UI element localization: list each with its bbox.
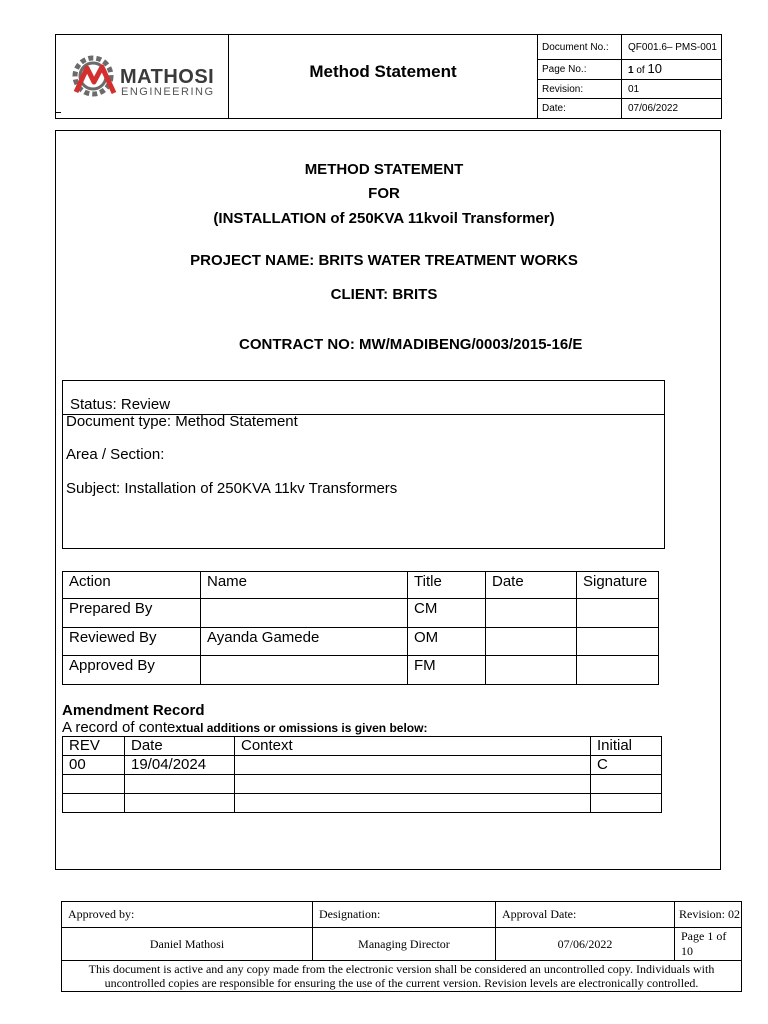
date-cell: 19/04/2024 bbox=[125, 756, 235, 775]
client-name: CLIENT: BRITS bbox=[330, 286, 438, 303]
amendment-desc-bold: xtual additions or omissions is given below: bbox=[175, 721, 428, 735]
col-context: Context bbox=[235, 737, 591, 756]
document-header bbox=[55, 34, 722, 119]
header-title: Method Statement bbox=[229, 35, 538, 119]
col-rev: REV bbox=[63, 737, 125, 756]
date-cell bbox=[486, 628, 577, 656]
context-cell bbox=[235, 775, 591, 794]
page-current: 1 bbox=[628, 65, 634, 77]
page-of: of bbox=[633, 65, 648, 77]
initial-cell bbox=[591, 794, 662, 813]
col-date: Date bbox=[125, 737, 235, 756]
amendment-table bbox=[62, 736, 662, 813]
signoff-table bbox=[62, 571, 659, 685]
table-header-row bbox=[63, 572, 659, 599]
name-cell bbox=[201, 656, 408, 685]
signature-cell bbox=[577, 628, 659, 656]
date-cell bbox=[125, 794, 235, 813]
table-row bbox=[63, 599, 659, 628]
header-tick bbox=[55, 112, 61, 113]
rev-cell bbox=[63, 775, 125, 794]
col-signature: Signature bbox=[577, 572, 659, 599]
revision-label: Revision: bbox=[538, 80, 622, 99]
amendment-description bbox=[62, 719, 427, 736]
amendment-desc-normal: A record of conte bbox=[62, 719, 176, 736]
uncontrolled-copy-note: This document is active and any copy made from the electronic version shall be considered an uncontrolled copy. Individuals with uncontrolled copies are responsible for ensuring the use of the current version. Revision levels are electronically controlled. bbox=[62, 961, 742, 992]
table-row bbox=[63, 775, 662, 794]
signature-cell bbox=[577, 656, 659, 685]
title-cell: OM bbox=[408, 628, 486, 656]
signature-cell bbox=[577, 599, 659, 628]
document-type: Document type: Method Statement bbox=[66, 413, 298, 430]
doc-no-value: QF001.6– PMS-001 bbox=[622, 35, 722, 60]
logo-cell bbox=[56, 35, 229, 119]
revision-cell: Revision: 02 bbox=[675, 902, 742, 928]
col-action: Action bbox=[63, 572, 201, 599]
col-date: Date bbox=[486, 572, 577, 599]
context-cell bbox=[235, 756, 591, 775]
approver-name: Daniel Mathosi bbox=[62, 928, 313, 961]
logo-name: MATHOSI bbox=[120, 66, 215, 88]
cover-for: FOR bbox=[368, 185, 400, 202]
logo-subtitle: ENGINEERING bbox=[121, 86, 215, 98]
contract-no: CONTRACT NO: MW/MADIBENG/0003/2015-16/E bbox=[239, 336, 583, 353]
table-header-row bbox=[63, 737, 662, 756]
action-cell: Prepared By bbox=[63, 599, 201, 628]
date-value: 07/06/2022 bbox=[622, 99, 722, 119]
date-cell bbox=[486, 599, 577, 628]
approved-by-label: Approved by: bbox=[62, 902, 313, 928]
col-name: Name bbox=[201, 572, 408, 599]
cover-subject: (INSTALLATION of 250KVA 11kvoil Transformer) bbox=[213, 210, 555, 227]
page-no-label: Page No.: bbox=[538, 60, 622, 80]
approval-date-value: 07/06/2022 bbox=[496, 928, 675, 961]
rev-cell: 00 bbox=[63, 756, 125, 775]
project-name: PROJECT NAME: BRITS WATER TREATMENT WORKS bbox=[190, 252, 578, 269]
title-cell: FM bbox=[408, 656, 486, 685]
doc-no-label: Document No.: bbox=[538, 35, 622, 60]
title-cell: CM bbox=[408, 599, 486, 628]
revision-value: 01 bbox=[622, 80, 722, 99]
name-cell: Ayanda Gamede bbox=[201, 628, 408, 656]
mathosi-logo bbox=[56, 35, 228, 113]
status-text: Status: Review bbox=[70, 396, 171, 413]
date-label: Date: bbox=[538, 99, 622, 119]
page-no-value bbox=[622, 60, 722, 80]
table-row bbox=[63, 756, 662, 775]
table-row bbox=[63, 656, 659, 685]
initial-cell bbox=[591, 775, 662, 794]
cover-title: METHOD STATEMENT bbox=[304, 161, 464, 178]
designation-label: Designation: bbox=[313, 902, 496, 928]
subject-text: Subject: Installation of 250KVA 11kv Transformers bbox=[66, 480, 398, 497]
initial-cell: C bbox=[591, 756, 662, 775]
designation-value: Managing Director bbox=[313, 928, 496, 961]
footer-page: Page 1 of 10 bbox=[675, 928, 742, 961]
rev-cell bbox=[63, 794, 125, 813]
table-row bbox=[63, 794, 662, 813]
table-row bbox=[63, 628, 659, 656]
approval-date-label: Approval Date: bbox=[496, 902, 675, 928]
col-title: Title bbox=[408, 572, 486, 599]
action-cell: Reviewed By bbox=[63, 628, 201, 656]
col-initial: Initial bbox=[591, 737, 662, 756]
name-cell bbox=[201, 599, 408, 628]
date-cell bbox=[486, 656, 577, 685]
amendment-title: Amendment Record bbox=[62, 702, 205, 719]
approval-footer bbox=[61, 901, 742, 992]
date-cell bbox=[125, 775, 235, 794]
area-section: Area / Section: bbox=[66, 446, 165, 463]
action-cell: Approved By bbox=[63, 656, 201, 685]
context-cell bbox=[235, 794, 591, 813]
page-total: 10 bbox=[647, 61, 662, 77]
